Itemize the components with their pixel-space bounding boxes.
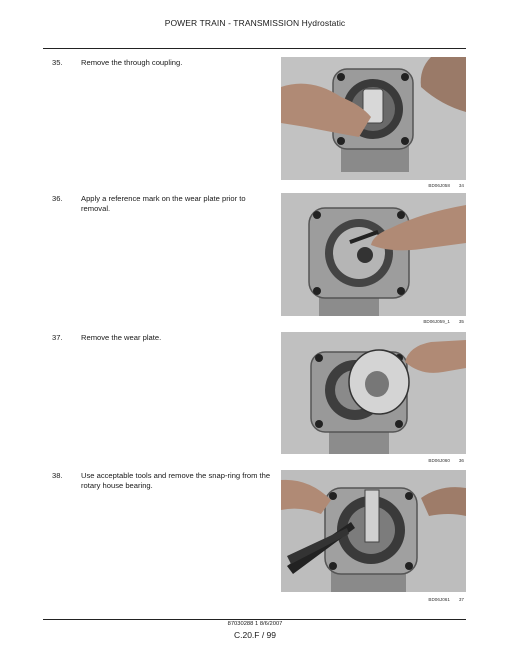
figure-caption-35	[423, 319, 464, 324]
figure-number: 34	[458, 183, 464, 188]
step-text: Use acceptable tools and remove the snap-ring from the rotary house bearing.	[81, 471, 271, 490]
figure-caption-34	[428, 183, 464, 188]
step-text: Apply a reference mark on the wear plate prior to removal.	[81, 194, 246, 213]
photo-remove-coupling	[281, 57, 466, 180]
figure-id: BD06J060	[428, 458, 450, 463]
step-text: Remove the through coupling.	[81, 58, 183, 67]
photo-remove-wear-plate	[281, 332, 466, 454]
photo-reference-mark	[281, 193, 466, 316]
step-number: 35.	[52, 58, 63, 67]
figure-caption-36	[428, 458, 464, 463]
figure-id: BD06J061	[428, 597, 450, 602]
footer-rule	[43, 619, 466, 620]
footer-page-number: C.20.F / 99	[233, 630, 277, 640]
step-number: 37.	[52, 333, 63, 342]
figure-number: 35	[458, 319, 464, 324]
figure-caption-37	[428, 597, 464, 602]
step-number: 36.	[52, 194, 63, 203]
header-rule	[43, 48, 466, 49]
step-text: Remove the wear plate.	[81, 333, 162, 342]
photo-remove-snap-ring	[281, 470, 466, 592]
figure-number: 36	[458, 458, 464, 463]
page-header-title: POWER TRAIN - TRANSMISSION Hydrostatic	[164, 18, 346, 28]
figure-number: 37	[458, 597, 464, 602]
figure-id: BD06J059_1	[423, 319, 450, 324]
step-number: 38.	[52, 471, 63, 480]
footer-document-id: 87030288 1 8/6/2007	[227, 621, 283, 627]
figure-id: BD06J058	[428, 183, 450, 188]
